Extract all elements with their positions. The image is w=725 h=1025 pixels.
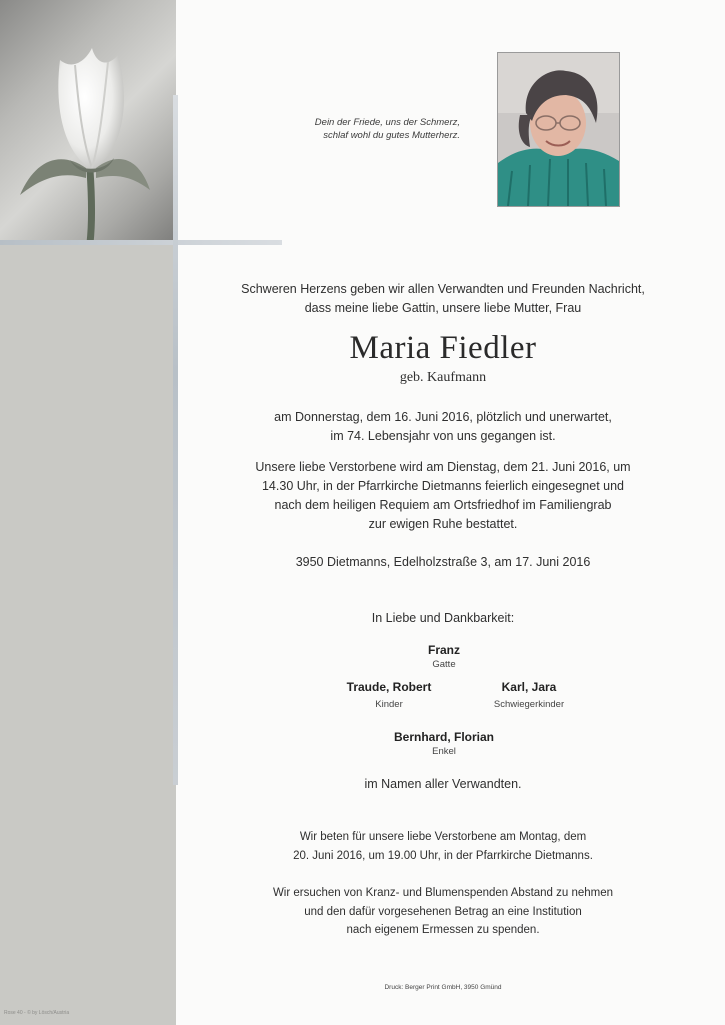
flowers-notice [176,884,710,940]
burial-line: 14.30 Uhr, in der Pfarrkirche Dietmanns feierlich eingesegnet und [261,479,624,493]
prayer-notice [176,828,710,866]
rose-credit: Rose 40 - © by Lösch/Austria [4,1010,70,1016]
burial-line: nach dem heiligen Requiem am Ortsfriedhof im Familiengrab [274,498,612,512]
death-line: am Donnerstag, dem 16. Juni 2016, plötzlich und unerwartet, [274,410,612,424]
mourner-name: Franz [427,643,460,657]
verse-line: Dein der Friede, uns der Schmerz, [314,117,460,128]
burial-line: Unsere liebe Verstorbene wird am Dienstag, dem 21. Juni 2016, um [255,460,631,474]
relatives-note: im Namen aller Verwandten. [364,777,522,791]
cross-horizontal-bar [0,240,282,245]
intro-text [176,280,710,318]
flowers-line: und den dafür vorgesehenen Betrag an eine Institution [304,905,582,918]
mourner-role: Gatte [432,659,456,670]
mourner-name: Karl, Jara [501,680,557,694]
mourner-name: Bernhard, Florian [393,730,494,744]
intro-line: Schweren Herzens geben wir allen Verwandten und Freunden Nachricht, [241,282,645,296]
flowers-line: nach eigenem Ermessen zu spenden. [346,924,540,936]
verse-line: schlaf wohl du gutes Mutterherz. [323,130,460,141]
prayer-line: 20. Juni 2016, um 19.00 Uhr, in der Pfarrkirche Dietmanns. [293,850,593,862]
flowers-line: Wir ersuchen von Kranz- und Blumenspenden Abstand zu nehmen [272,887,614,899]
place-and-date: 3950 Dietmanns, Edelholzstraße 3, am 17. Juni 2016 [295,555,591,569]
printer-credit: Druck: Berger Print GmbH, 3950 Gmünd [384,984,502,991]
burial-line: zur ewigen Ruhe bestattet. [368,517,518,531]
thanks-heading: In Liebe und Dankbarkeit: [371,611,515,625]
deceased-name: Maria Fiedler [349,330,537,366]
mourner-name: Traude, Robert [346,680,432,694]
mourner-role: Enkel [432,746,456,757]
death-notice [176,408,710,446]
birth-name: geb. Kaufmann [399,370,487,385]
gray-side-strip [0,243,176,1025]
intro-line: dass meine liebe Gattin, unsere liebe Mutter, Frau [304,301,582,315]
mourner-role: Schwiegerkinder [493,699,565,710]
verse [240,116,460,142]
burial-notice [176,458,710,534]
portrait-photo [497,52,620,207]
death-line: im 74. Lebensjahr von uns gegangen ist. [330,429,556,443]
rose-image [0,0,176,243]
prayer-line: Wir beten für unsere liebe Verstorbene am Montag, dem [299,831,587,843]
mourner-role: Kinder [375,699,403,710]
decorative-side-panel [0,0,176,1025]
